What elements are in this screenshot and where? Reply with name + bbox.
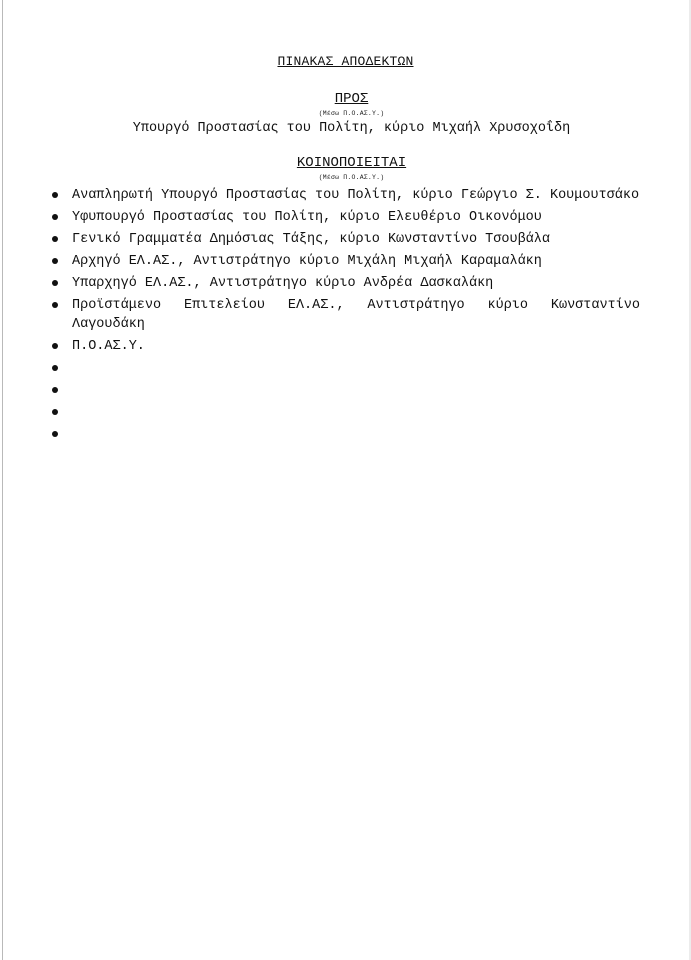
list-item (50, 230, 640, 249)
list-item (50, 296, 640, 334)
bullet-icon (52, 214, 58, 220)
cc-heading: ΚΟΙΝΟΠΟΙΕΙΤΑΙ (296, 155, 407, 171)
bullet-icon (52, 192, 58, 198)
list-item-text: Αναπληρωτή Υπουργό Προστασίας του Πολίτη, κύριο Γεώργιο Σ. Κουμουτσάκο (72, 188, 640, 203)
document-title: ΠΙΝΑΚΑΣ ΑΠΟΔΕΚΤΩΝ (277, 54, 414, 69)
list-item-text: Γενικό Γραμματέα Δημόσιας Τάξης, κύριο Κωνσταντίνο Τσουβάλα (72, 232, 550, 247)
to-via-note: (Μέσω Π.Ο.ΑΣ.Υ.) (318, 110, 385, 117)
to-recipient: Υπουργό Προστασίας του Πολίτη, κύριο Μιχαήλ Χρυσοχοΐδη (132, 121, 571, 136)
list-item-empty (50, 359, 640, 378)
list-item (50, 252, 640, 271)
bullet-icon (52, 387, 58, 393)
cc-recipient-list (50, 186, 640, 447)
bullet-icon (52, 431, 58, 437)
bullet-icon (52, 302, 58, 308)
list-item-text: Υπαρχηγό ΕΛ.ΑΣ., Αντιστράτηγο κύριο Ανδρέα Δασκαλάκη (72, 276, 494, 291)
list-item-text: Π.Ο.ΑΣ.Υ. (72, 339, 145, 354)
list-item (50, 274, 640, 293)
to-heading: ΠΡΟΣ (334, 91, 369, 107)
bullet-icon (52, 236, 58, 242)
list-item-text: Αρχηγό ΕΛ.ΑΣ., Αντιστράτηγο κύριο Μιχάλη Μιχαήλ Καραμαλάκη (72, 254, 542, 269)
bullet-icon (52, 258, 58, 264)
bullet-icon (52, 280, 58, 286)
list-item (50, 337, 640, 356)
list-item-empty (50, 425, 640, 444)
page-left-edge (2, 0, 3, 960)
list-item-text: Υφυπουργό Προστασίας του Πολίτη, κύριο Ελευθέριο Οικονόμου (72, 210, 542, 225)
cc-via-note: (Μέσω Π.Ο.ΑΣ.Υ.) (318, 174, 385, 181)
bullet-icon (52, 409, 58, 415)
list-item-empty (50, 381, 640, 400)
list-item (50, 186, 640, 205)
bullet-icon (52, 365, 58, 371)
list-item-text: Προϊστάμενο Επιτελείου ΕΛ.ΑΣ., Αντιστράτηγο κύριο Κωνσταντίνο Λαγουδάκη (72, 298, 640, 332)
list-item (50, 208, 640, 227)
list-item-empty (50, 403, 640, 422)
bullet-icon (52, 343, 58, 349)
